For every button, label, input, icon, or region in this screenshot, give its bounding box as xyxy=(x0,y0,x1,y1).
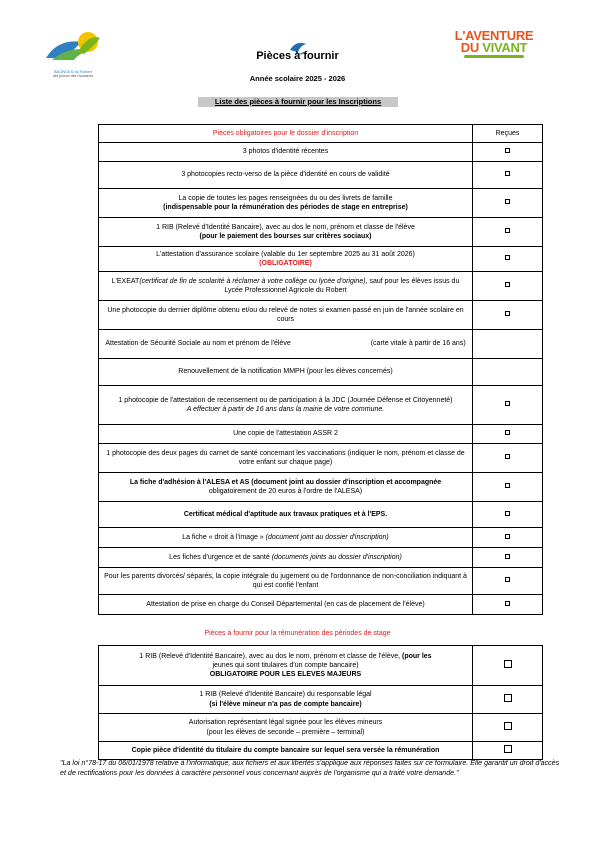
received-cell-empty xyxy=(473,359,543,386)
table-row xyxy=(99,301,543,330)
row-text xyxy=(99,272,473,301)
received-checkbox[interactable] xyxy=(473,568,543,595)
table-row xyxy=(99,247,543,272)
received-checkbox[interactable] xyxy=(473,425,543,444)
insurance-label: L'attestation d'assurance xyxy=(156,250,234,258)
rib-bold: (pour les xyxy=(400,652,432,660)
image-rights-label: La fiche « droit à l'image » xyxy=(182,533,264,541)
table-row xyxy=(99,218,543,247)
row-text: Une photocopie du dernier diplôme obtenu et/ou du relevé de notes si examen passé en juin de l'année scolaire en cours xyxy=(99,301,473,330)
received-checkbox[interactable] xyxy=(473,247,543,272)
checkbox-icon xyxy=(505,255,510,260)
received-checkbox[interactable] xyxy=(473,301,543,330)
row-text: Certificat médical d'aptitude aux travaux pratiques et à l'EPS. xyxy=(99,502,473,528)
row-text xyxy=(99,528,473,548)
table-row xyxy=(99,502,543,528)
checkbox-icon xyxy=(504,660,512,668)
school-year: Année scolaire 2025 - 2026 xyxy=(249,74,346,83)
received-checkbox[interactable] xyxy=(473,686,543,714)
checkbox-icon xyxy=(505,282,510,287)
checkbox-icon xyxy=(505,430,510,435)
checkbox-icon xyxy=(505,401,510,406)
checkbox-icon xyxy=(505,199,510,204)
row-text-line: 1 photocopie de l'attestation de recensement ou de participation à la JDC (Journée Défense et Citoyenneté) xyxy=(118,396,453,404)
received-checkbox[interactable] xyxy=(473,502,543,528)
checkbox-icon xyxy=(505,511,510,516)
table-row xyxy=(99,528,543,548)
row-text: 3 photos d'identité récentes xyxy=(99,143,473,162)
table-row xyxy=(99,143,543,162)
table-row xyxy=(99,714,543,742)
row-text-bold: (indispensable pour la rémunération des périodes de stage en entreprise) xyxy=(163,204,408,211)
table-row xyxy=(99,162,543,189)
rib-label: 1 RIB (Relevé d'Identité Bancaire), avec au dos le nom, prénom et classe de l'élève, xyxy=(139,652,401,660)
received-cell-empty xyxy=(473,330,543,359)
exeat-note: (certificat de fin de scolarité à réclamer à votre collège ou lycée d'origine) xyxy=(139,277,366,285)
checkbox-icon xyxy=(505,454,510,459)
received-checkbox[interactable] xyxy=(473,595,543,615)
table-row xyxy=(99,473,543,502)
mandatory-tag: (OBLIGATOIRE) xyxy=(259,260,312,267)
received-checkbox[interactable] xyxy=(473,143,543,162)
received-checkbox[interactable] xyxy=(473,444,543,473)
row-text xyxy=(99,714,473,742)
exeat-label: L'EXEAT xyxy=(111,277,140,285)
table-row xyxy=(99,425,543,444)
row-text xyxy=(99,247,473,272)
received-checkbox[interactable] xyxy=(473,473,543,502)
row-text xyxy=(99,218,473,247)
checkbox-icon xyxy=(505,601,510,606)
row-text-bold: La fiche d'adhésion à l'ALESA et AS (document joint au dossier d'inscription et accompagnée xyxy=(129,478,442,486)
checkbox-icon xyxy=(505,577,510,582)
table-header-documents: Pièces obligatoires pour le dossier d'inscription xyxy=(99,125,473,143)
table-row xyxy=(99,646,543,686)
table-row xyxy=(99,742,543,760)
row-text xyxy=(99,646,473,686)
row-text-line: 1 RIB (Relevé d'Identité Bancaire) du responsable légal xyxy=(199,691,372,699)
row-text: Copie pièce d'identité du titulaire du compte bancaire sur lequel sera versée la rémunération xyxy=(99,742,473,760)
checkbox-icon xyxy=(505,228,510,233)
table-row xyxy=(99,189,543,218)
list-title: Liste des pièces à fournir pour les Inscriptions xyxy=(198,97,398,107)
row-text-italic: A effectuer à partir de 16 ans dans la mairie de votre commune. xyxy=(186,406,385,413)
logo-left-line2: des jeunes des Hautaines xyxy=(52,74,94,78)
table-row xyxy=(99,272,543,301)
checkbox-icon xyxy=(504,745,512,753)
table-row xyxy=(99,686,543,714)
privacy-footer: "La loi n°78-17 du 06/01/1978 relative à l'informatique, aux fichiers et aux libertés s'applique aux réponses faites sur ce formulaire. Elle garantit un droit d'accès et de rectifications pour les données à caractère personnel vous concernant auprès de l'organisme qui a traité votre demande." xyxy=(60,759,560,777)
table-row xyxy=(99,548,543,568)
row-text: 3 photocopies recto-verso de la pièce d'identité en cours de validité xyxy=(99,162,473,189)
checkbox-icon xyxy=(505,311,510,316)
row-text-line: obligatoirement de 20 euros à l'ordre de l'ALESA) xyxy=(208,488,363,495)
received-checkbox[interactable] xyxy=(473,272,543,301)
row-text xyxy=(99,386,473,425)
table-row xyxy=(99,595,543,615)
received-checkbox[interactable] xyxy=(473,528,543,548)
checkbox-icon xyxy=(505,171,510,176)
row-text xyxy=(99,686,473,714)
internship-documents-table xyxy=(98,645,543,760)
row-text: 1 photocopie des deux pages du carnet de santé concernant les vaccinations (indiquer le nom, prénom et classe de votre enfant sur chaque page) xyxy=(99,444,473,473)
table-header-row xyxy=(99,125,543,143)
received-checkbox[interactable] xyxy=(473,714,543,742)
insurance-validity: scolaire (valable du 1er septembre 2025 au 31 août 2026) xyxy=(233,250,415,258)
logo-right-line1: L'AVENTURE xyxy=(454,28,534,43)
emergency-forms-note: (documents joints au dossier d'inscription) xyxy=(269,553,402,561)
received-checkbox[interactable] xyxy=(473,189,543,218)
row-text-line xyxy=(102,652,469,661)
table-header-received: Reçues xyxy=(473,125,543,143)
rib-mandatory: OBLIGATOIRE POUR LES ELEVES MAJEURS xyxy=(209,671,362,679)
row-text xyxy=(99,473,473,502)
logo-right-du: DU xyxy=(460,40,483,55)
checkbox-icon xyxy=(505,483,510,488)
row-text-line: (pour les élèves de seconde – première – terminal) xyxy=(206,728,365,736)
rib-note: jeunes qui sont titulaires d'un compte bancaire) xyxy=(212,661,359,669)
table-row xyxy=(99,330,543,359)
row-text-bold: (si l'élève mineur n'a pas de compte bancaire) xyxy=(209,700,362,708)
row-text: Pour les parents divorcés/ séparés, la copie intégrale du jugement ou de l'ordonnance de non-conciliation indiquant à qui est confié l'enfant xyxy=(99,568,473,595)
table-row xyxy=(99,568,543,595)
checkbox-icon xyxy=(504,722,512,730)
checkbox-icon xyxy=(504,694,512,702)
row-text: Attestation de prise en charge du Conseil Départemental (en cas de placement de l'élève) xyxy=(99,595,473,615)
image-rights-note: (document joint au dossier d'inscription) xyxy=(263,533,389,541)
internship-section-title: Pièces à fournir pour la rémunération des périodes de stage xyxy=(204,630,391,637)
mandatory-documents-table xyxy=(98,124,543,615)
row-text: Renouvellement de la notification MMPH (pour les élèves concernés) xyxy=(99,359,473,386)
exeat-exception: , sauf pour les élèves issus du Lycée Professionnel Agricole du Robert xyxy=(224,277,460,294)
received-checkbox[interactable] xyxy=(473,548,543,568)
received-checkbox[interactable] xyxy=(473,646,543,686)
social-security-label: Attestation de Sécurité Sociale au nom et prénom de l'élève xyxy=(105,340,291,348)
row-text xyxy=(99,189,473,218)
row-text: Une copie de l'attestation ASSR 2 xyxy=(99,425,473,444)
logo-right-vivant: VIVANT xyxy=(482,40,528,55)
received-checkbox[interactable] xyxy=(473,386,543,425)
emergency-forms-label: Les fiches d'urgence et de santé xyxy=(169,553,270,561)
row-text-line: Autorisation représentant légal signée pour les élèves mineurs xyxy=(188,719,383,727)
table-row xyxy=(99,444,543,473)
table-row xyxy=(99,359,543,386)
checkbox-icon xyxy=(505,534,510,539)
table-row xyxy=(99,386,543,425)
social-security-note: (carte vitale à partir de 16 ans) xyxy=(370,340,466,348)
page-title: Pièces à fournir xyxy=(256,50,339,62)
received-checkbox[interactable] xyxy=(473,742,543,760)
row-text-line: 1 RIB (Relevé d'Identité Bancaire), avec au dos le nom, prénom et classe de l'élève xyxy=(156,223,415,231)
row-text-bold: (pour le paiement des bourses sur critères sociaux) xyxy=(199,233,372,240)
row-text-line xyxy=(102,250,469,259)
received-checkbox[interactable] xyxy=(473,218,543,247)
checkbox-icon xyxy=(505,148,510,153)
row-text xyxy=(99,330,473,359)
row-text xyxy=(99,548,473,568)
checkbox-icon xyxy=(505,554,510,559)
row-text-line: La copie de toutes les pages renseignées du ou des livrets de famille xyxy=(178,194,393,202)
logo-left-line1: BAGNOLS du Robert xyxy=(53,69,93,74)
received-checkbox[interactable] xyxy=(473,162,543,189)
